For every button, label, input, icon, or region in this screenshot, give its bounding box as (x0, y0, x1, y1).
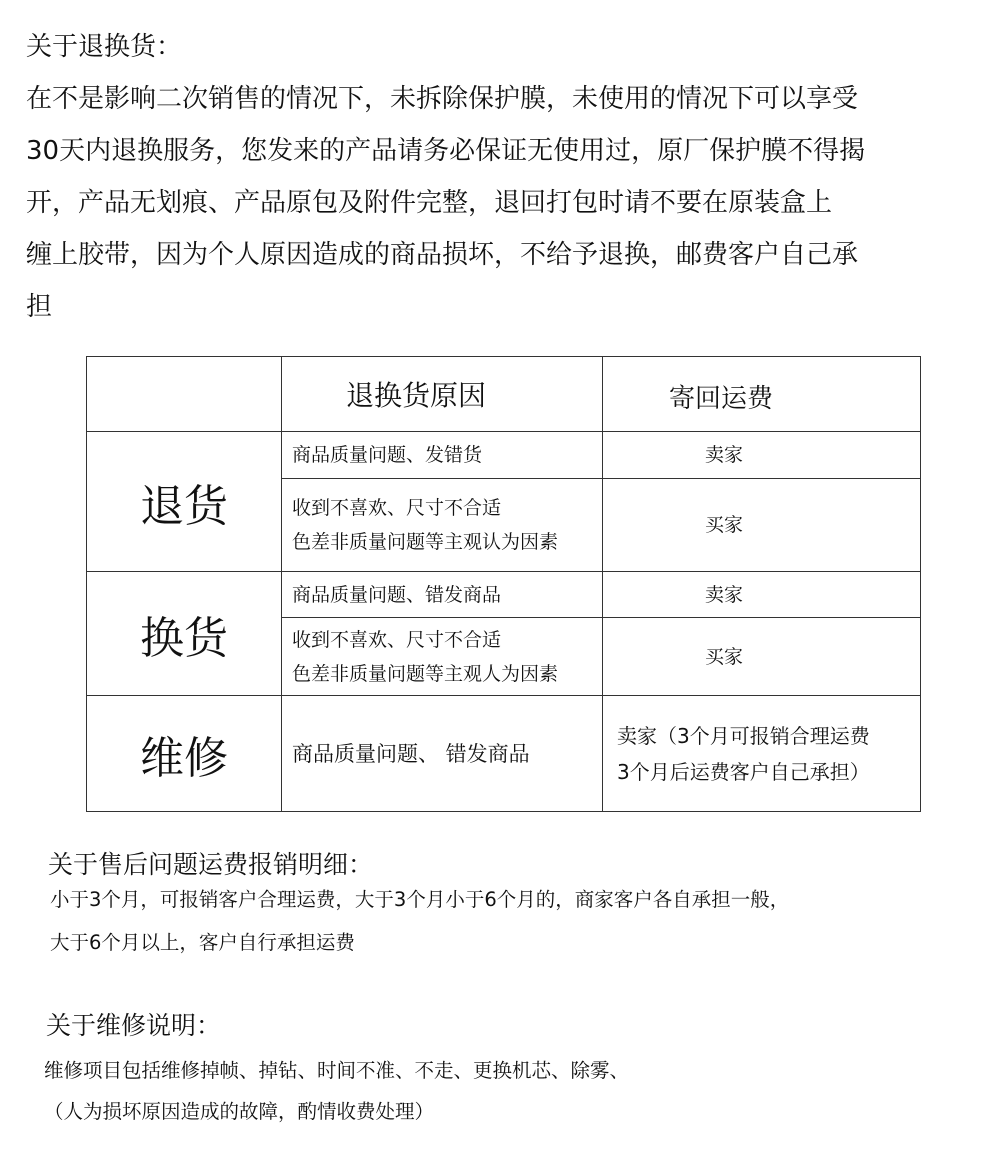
returns-heading: 关于退换货： (26, 32, 183, 62)
fee-text: 卖家 (705, 583, 744, 606)
table-header-row (87, 357, 921, 432)
shipping-line-2: 大于6个月以上，客户自行承担运费 (50, 931, 355, 954)
reason-cell (282, 618, 603, 696)
fee-text: 买家 (705, 514, 744, 536)
repair-heading: 关于维修说明： (46, 1011, 222, 1040)
repair-line-1: 维修项目包括维修掉帧、掉钻、时间不准、不走、更换机芯、除雾、 (44, 1059, 630, 1082)
reason-text: 色差非质量问题等主观认为因素 (292, 531, 559, 553)
header-empty-cell (87, 357, 282, 432)
table-row (87, 432, 921, 479)
category-return: 退货 (87, 432, 282, 572)
fee-text: 买家 (705, 645, 744, 668)
reason-text: 商品质量问题、错发商品 (292, 583, 502, 606)
fee-cell (603, 618, 921, 696)
reason-text: 收到不喜欢、尺寸不合适 (292, 628, 502, 651)
returns-line-2: 30天内退换服务，您发来的产品请务必保证无使用过，原厂保护膜不得揭 (26, 136, 866, 166)
returns-line-3: 开，产品无划痕、产品原包及附件完整，退回打包时请不要在原装盒上 (26, 188, 833, 218)
returns-line-1: 在不是影响二次销售的情况下，未拆除保护膜，未使用的情况下可以享受 (26, 84, 859, 114)
reason-cell (282, 479, 603, 572)
fee-text: 卖家 (705, 444, 744, 466)
category-repair: 维修 (87, 696, 282, 812)
fee-text: 3个月后运费客户自己承担） (617, 759, 870, 784)
reason-text: 收到不喜欢、尺寸不合适 (292, 497, 502, 519)
reason-text: 色差非质量问题等主观人为因素 (292, 662, 559, 685)
reason-text: 商品质量问题、 错发商品 (292, 741, 530, 766)
fee-cell (603, 479, 921, 572)
reason-cell (282, 696, 603, 812)
returns-line-4: 缠上胶带，因为个人原因造成的商品损坏，不给予退换，邮费客户自己承 (26, 240, 859, 270)
table-row (87, 572, 921, 618)
shipping-heading: 关于售后问题运费报销明细： (48, 850, 374, 879)
fee-cell (603, 572, 921, 618)
shipping-line-1: 小于3个月，可报销客户合理运费，大于3个月小于6个月的，商家客户各自承担一般， (50, 888, 790, 911)
header-reason: 退换货原因 (282, 357, 603, 432)
header-fee: 寄回运费 (603, 357, 921, 432)
category-exchange: 换货 (87, 572, 282, 696)
reason-text: 商品质量问题、发错货 (292, 444, 483, 466)
fee-cell (603, 432, 921, 479)
returns-table (86, 356, 921, 812)
fee-cell (603, 696, 921, 812)
reason-cell (282, 572, 603, 618)
reason-cell (282, 432, 603, 479)
returns-line-5: 担 (26, 292, 53, 322)
fee-text: 卖家（3个月可报销合理运费 (617, 723, 870, 748)
repair-line-2: （人为损坏原因造成的故障，酌情收费处理） (44, 1100, 435, 1123)
table-row (87, 696, 921, 812)
